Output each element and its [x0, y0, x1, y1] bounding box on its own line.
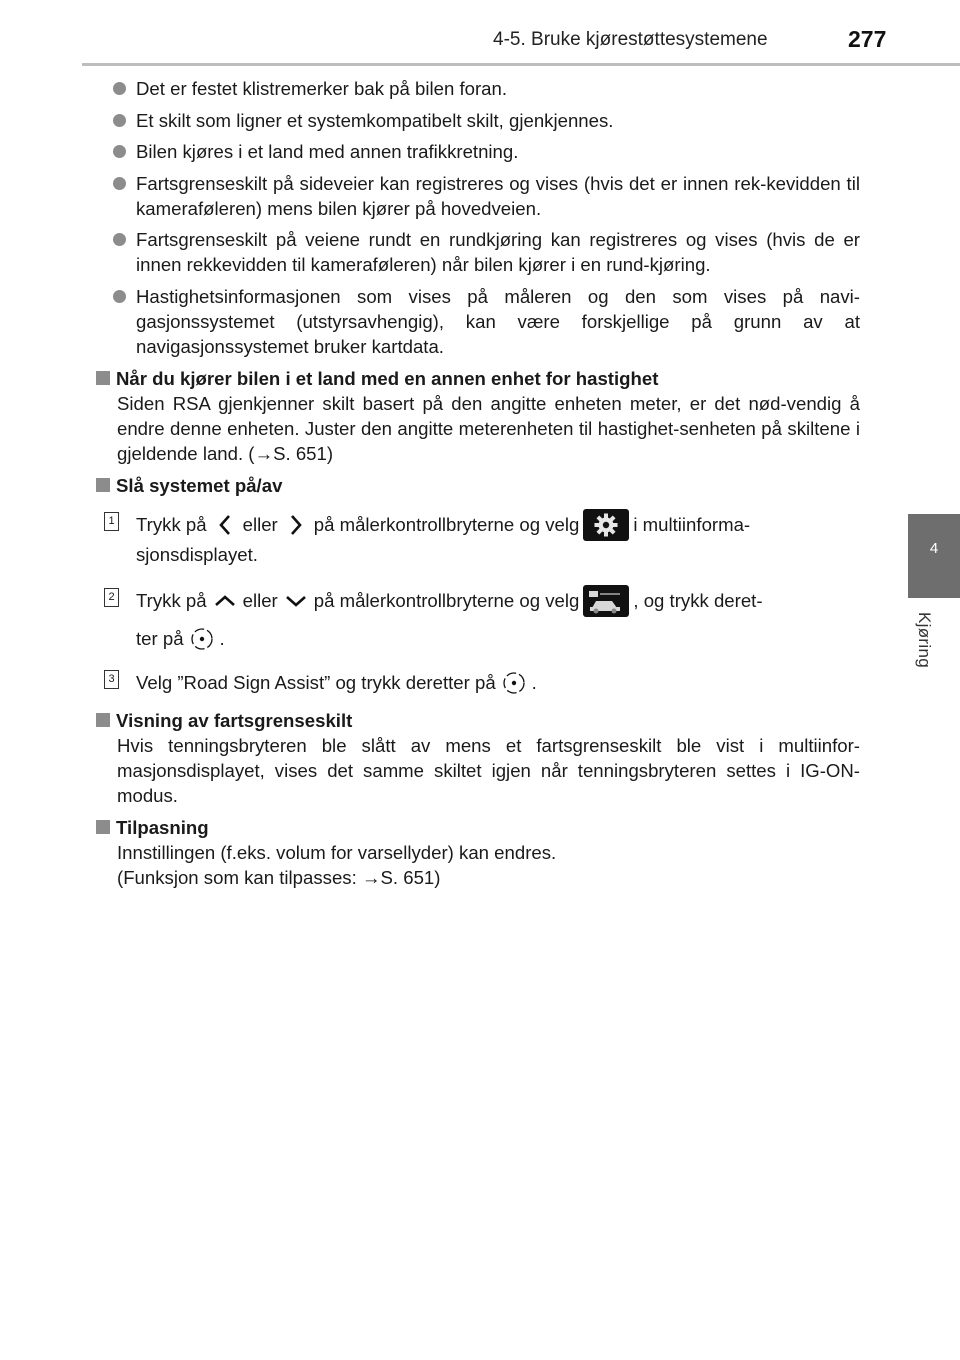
- bullet-item: [96, 76, 860, 101]
- step-number: 1: [104, 512, 119, 531]
- step-text: ter på: [136, 628, 184, 649]
- page-number: 277: [848, 26, 887, 52]
- step-text: Trykk på: [136, 514, 207, 535]
- bullet-text: Et skilt som ligner et systemkompatibelt skilt, gjenkjennes.: [136, 109, 614, 131]
- step-text: .: [219, 628, 225, 649]
- step-text: sjonsdisplayet.: [136, 544, 258, 565]
- section-heading: [96, 708, 860, 733]
- step-text: Velg ”Road Sign Assist” og trykk deretter på: [136, 672, 496, 693]
- section-body: Hvis tenningsbryteren ble slått av mens et fartsgrenseskilt ble vist i multiinfor-masjonsdisplayet, vises det samme skiltet igjen når tenningsbryteren settes i IG-ON-modus.: [117, 734, 860, 806]
- section-title: 4-5. Bruke kjørestøttesystemene: [493, 29, 768, 50]
- step-text: på målerkontrollbryterne og velg: [313, 590, 580, 611]
- section-heading: [96, 366, 860, 391]
- section-heading: [96, 815, 860, 840]
- bullet-item: [96, 108, 860, 133]
- chapter-label: Kjøring: [915, 612, 934, 668]
- chevron-left-icon: [207, 512, 243, 538]
- step-1: [96, 510, 860, 570]
- section-customization: [96, 815, 860, 890]
- bullet-item: [96, 227, 860, 277]
- enter-button-icon: [184, 626, 220, 652]
- section-on-off: [96, 473, 860, 698]
- chapter-number: 4: [929, 540, 939, 557]
- step-text: , og trykk deret-: [633, 590, 763, 611]
- section-heading-text: Når du kjører bilen i et land med en annen enhet for hastighet: [116, 367, 659, 389]
- chapter-tab: [908, 514, 960, 598]
- gear-settings-icon: [583, 509, 629, 541]
- bullet-dot-icon: [113, 290, 126, 303]
- section-heading-text: Slå systemet på/av: [116, 474, 283, 496]
- section-speed-unit: [96, 366, 860, 466]
- square-marker-icon: [96, 713, 110, 727]
- bullet-text: Fartsgrenseskilt på veiene rundt en rundkjøring kan registreres og vises (hvis de er innen rekkevidden til kameraføleren) når bilen kjører i en rund-kjøring.: [136, 229, 860, 275]
- page-content: [96, 76, 860, 897]
- section-heading-text: Tilpasning: [116, 816, 209, 838]
- bullet-dot-icon: [113, 114, 126, 127]
- section-heading: [96, 473, 860, 498]
- step-text: Trykk på: [136, 590, 207, 611]
- section-body-line: Innstillingen (f.eks. volum for varsellyder) kan endres.: [117, 841, 557, 863]
- chevron-right-icon: [278, 512, 314, 538]
- section-body-line: (Funksjon som kan tilpasses: →S. 651): [117, 866, 441, 888]
- bullet-text: Det er festet klistremerker bak på bilen foran.: [136, 78, 508, 99]
- car-assist-icon: [583, 585, 629, 617]
- step-3: [96, 668, 860, 698]
- bullet-item: [96, 139, 860, 164]
- step-text: .: [531, 672, 537, 693]
- chevron-down-icon: [278, 588, 314, 614]
- chevron-up-icon: [207, 588, 243, 614]
- square-marker-icon: [96, 820, 110, 834]
- step-number: 2: [104, 588, 119, 607]
- bullet-item: [96, 171, 860, 221]
- section-heading-text: Visning av fartsgrenseskilt: [116, 709, 353, 731]
- step-number: 3: [104, 670, 119, 689]
- bullet-text: Hastighetsinformasjonen som vises på måleren og den som vises på navi-gasjonssystemet (utstyrsavhengig), kan være forskjellige på grunn av at navigasjonssystemet bruker kartdata.: [136, 285, 860, 357]
- section-body: Siden RSA gjenkjenner skilt basert på den angitte enheten meter, er det nød-vendig å endre denne enheten. Juster den angitte meterenheten til hastighet-senheten på skiltene i gjeldende land. (→S. 651): [117, 392, 860, 464]
- step-text: på målerkontrollbryterne og velg: [313, 514, 580, 535]
- bullet-text: Bilen kjøres i et land med annen trafikkretning.: [136, 141, 519, 162]
- step-text: i multiinforma-: [633, 514, 751, 535]
- bullet-dot-icon: [113, 233, 126, 246]
- square-marker-icon: [96, 371, 110, 385]
- bullet-item: [96, 284, 860, 359]
- section-sign-display: [96, 708, 860, 808]
- enter-button-icon: [496, 670, 532, 696]
- square-marker-icon: [96, 478, 110, 492]
- step-2: [96, 586, 860, 654]
- bullet-dot-icon: [113, 177, 126, 190]
- bullet-text: Fartsgrenseskilt på sideveier kan registreres og vises (hvis det er innen rek-kevidden til kameraføleren) mens bilen kjører på hovedveien.: [136, 172, 860, 219]
- step-text: eller: [242, 590, 278, 611]
- bullet-dot-icon: [113, 82, 126, 95]
- step-text: eller: [242, 514, 278, 535]
- bullet-dot-icon: [113, 145, 126, 158]
- header-divider: [82, 63, 960, 66]
